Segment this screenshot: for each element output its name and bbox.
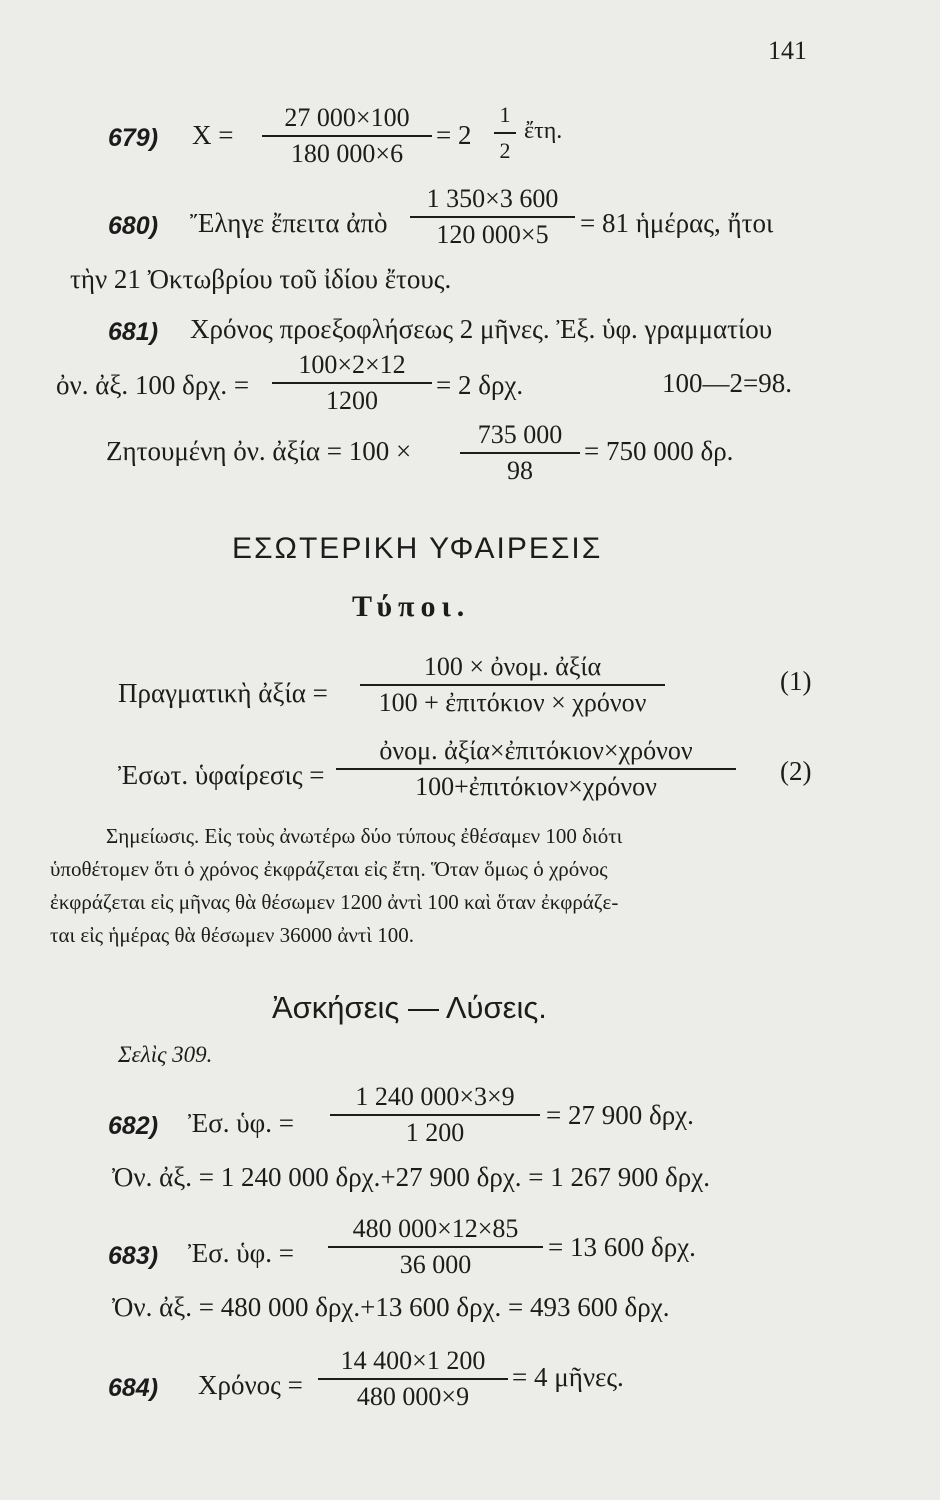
problem-681-denominator: 1200 [326,386,378,415]
problem-681-denominator2: 98 [507,456,533,485]
problem-680-denominator: 120 000×5 [436,220,549,249]
problem-684-denominator: 480 000×9 [356,1382,470,1411]
note-line-3: ἐκφράζεται εἰς μῆνας θὰ θέσωμεν 1200 ἀντὶ 100 καὶ ὅταν ἐκφράζε- [50,890,619,914]
page-number: 141 [768,36,807,65]
problem-679-unit: ἔτη. [524,118,563,144]
note-line-2: ὑποθέτομεν ὅτι ὁ χρόνος ἐκφράζεται εἰς ἔτη. Ὅταν ὅμως ὁ χρόνος [50,857,608,881]
problem-680-result: = 81 ἡμέρας, ἤτοι [580,208,774,238]
note-line-4: ται εἰς ἡμέρας θὰ θέσωμεν 36000 ἀντὶ 100. [50,923,414,947]
problem-683-lhs: Ἐσ. ὑφ. = [188,1238,294,1268]
formula-1-fraction [360,652,665,718]
problem-684-lhs: Χρόνος = [198,1370,303,1400]
formula-2-fraction [336,736,736,802]
formula-1-lhs: Πραγματικὴ ἀξία = [118,678,328,708]
formula-2-lhs: Ἐσωτ. ὑφαίρεσις = [118,760,325,790]
formula-1-denominator: 100 + ἐπιτόκιον × χρόνον [378,688,647,717]
problem-681-result: = 2 δρχ. [436,370,524,400]
problem-681-numerator: 100×2×12 [298,350,406,379]
formula-1-numerator: 100 × ὀνομ. ἀξία [423,652,602,681]
problem-682-denominator: 1 200 [405,1118,465,1147]
problem-681-fraction [272,350,432,416]
problem-683-number: 683) [108,1242,159,1270]
problem-679-numerator: 27 000×100 [284,103,410,132]
problem-680-line2: τὴν 21 Ὀκτωβρίου τοῦ ἰδίου ἔτους. [70,264,452,294]
exercises-heading: Ἀσκήσεις — Λύσεις. [272,990,547,1025]
problem-682-numerator: 1 240 000×3×9 [355,1082,515,1111]
problem-679-denominator: 180 000×6 [290,139,404,168]
problem-683-denominator: 36 000 [399,1250,472,1279]
problem-679-fraction [262,103,432,169]
types-heading: Τύποι. [352,590,471,623]
formula-2-numerator: ὀνομ. ἀξία×ἐπιτόκιον×χρόνον [379,736,693,765]
problem-681-number: 681) [108,318,159,346]
formula-1-label: (1) [780,666,812,696]
problem-684-number: 684) [108,1374,159,1402]
problem-682-result: = 27 900 δρχ. [546,1100,694,1130]
note-line-1: Σημείωσις. Εἰς τοὺς ἀνωτέρω δύο τύπους ἐθέσαμεν 100 διότι [106,824,623,848]
problem-681-lhs2: Ζητουμένη ὀν. ἀξία = 100 × [106,436,412,466]
problem-680-fraction [410,184,575,250]
problem-680-number: 680) [108,212,159,240]
problem-681-diff: 100—2=98. [662,368,792,398]
half-numerator: 1 [499,102,511,127]
section-heading: ΕΣΩΤΕΡΙΚΗ ΥΦΑΙΡΕΣΙΣ [232,532,603,565]
page-reference: Σελὶς 309. [118,1042,213,1067]
problem-681-text: Χρόνος προεξοφλήσεως 2 μῆνες. Ἐξ. ὑφ. γραμματίου [190,314,773,344]
problem-681-lhs: ὀν. ἀξ. 100 δρχ. = [56,370,250,400]
half-denominator: 2 [499,138,511,163]
formula-2-denominator: 100+ἐπιτόκιον×χρόνον [415,772,657,801]
problem-681-result2: = 750 000 δρ. [584,436,734,466]
problem-684-result: = 4 μῆνες. [512,1362,624,1392]
problem-684-numerator: 14 400×1 200 [340,1346,486,1375]
problem-683-line2: Ὀν. ἀξ. = 480 000 δρχ.+13 600 δρχ. = 493 600 δρχ. [112,1292,670,1322]
problem-683-fraction [328,1214,543,1280]
problem-681-numerator2: 735 000 [477,420,563,449]
problem-679-half [494,100,516,166]
problem-681-fraction2 [460,420,580,486]
problem-679-number: 679) [108,124,159,152]
problem-683-numerator: 480 000×12×85 [352,1214,519,1243]
problem-682-number: 682) [108,1112,159,1140]
problem-679-lhs: X = [192,120,234,150]
problem-684-fraction [318,1346,508,1412]
formula-2-label: (2) [780,756,812,786]
problem-679-result: = 2 [436,120,472,150]
problem-682-line2: Ὀν. ἀξ. = 1 240 000 δρχ.+27 900 δρχ. = 1 267 900 δρχ. [112,1162,710,1192]
problem-683-result: = 13 600 δρχ. [548,1232,696,1262]
problem-680-text: Ἔληγε ἔπειτα ἀπὸ [190,208,388,238]
problem-682-fraction [330,1082,540,1148]
problem-682-lhs: Ἐσ. ὑφ. = [188,1108,294,1138]
problem-680-numerator: 1 350×3 600 [426,184,559,213]
